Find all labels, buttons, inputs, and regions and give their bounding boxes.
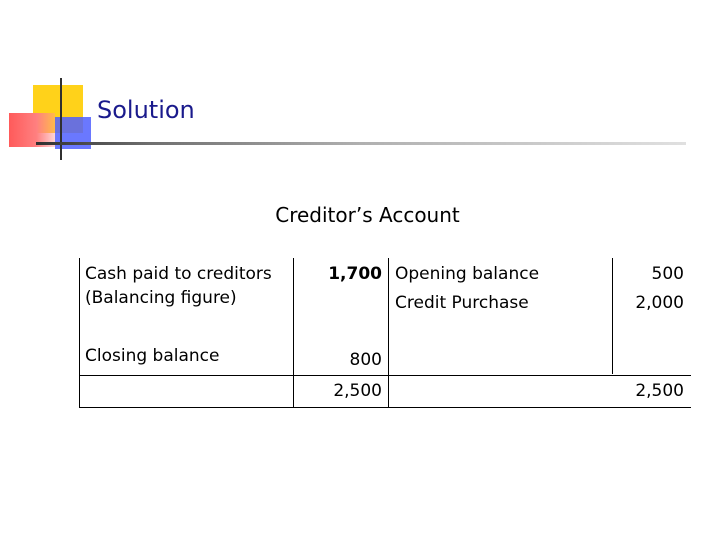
ledger-table [79, 258, 691, 408]
debit-amount-closing-balance: 800 [349, 350, 382, 370]
total-bottom-rule [79, 407, 691, 408]
ledger-left-border [79, 258, 80, 408]
debit-total: 2,500 [333, 381, 382, 401]
logo-vertical-line [60, 78, 62, 160]
credit-total: 2,500 [635, 381, 684, 401]
debit-particulars-cash-paid: Cash paid to creditors [85, 264, 272, 284]
credit-particulars-opening-balance: Opening balance [395, 264, 540, 284]
account-title: Creditor’s Account [275, 203, 460, 227]
slide-title: Solution [97, 96, 195, 124]
debit-amount-column-right-rule [388, 258, 389, 408]
credit-amount-opening-balance: 500 [651, 264, 684, 284]
debit-particulars-balancing-note: (Balancing figure) [85, 288, 237, 308]
credit-amount-credit-purchase: 2,000 [635, 293, 684, 313]
title-underline [36, 142, 686, 145]
total-top-rule [79, 375, 691, 376]
credit-particulars-credit-purchase: Credit Purchase [395, 293, 529, 313]
debit-particulars-closing-balance: Closing balance [85, 346, 220, 366]
debit-amount-cash-paid: 1,700 [328, 264, 382, 284]
